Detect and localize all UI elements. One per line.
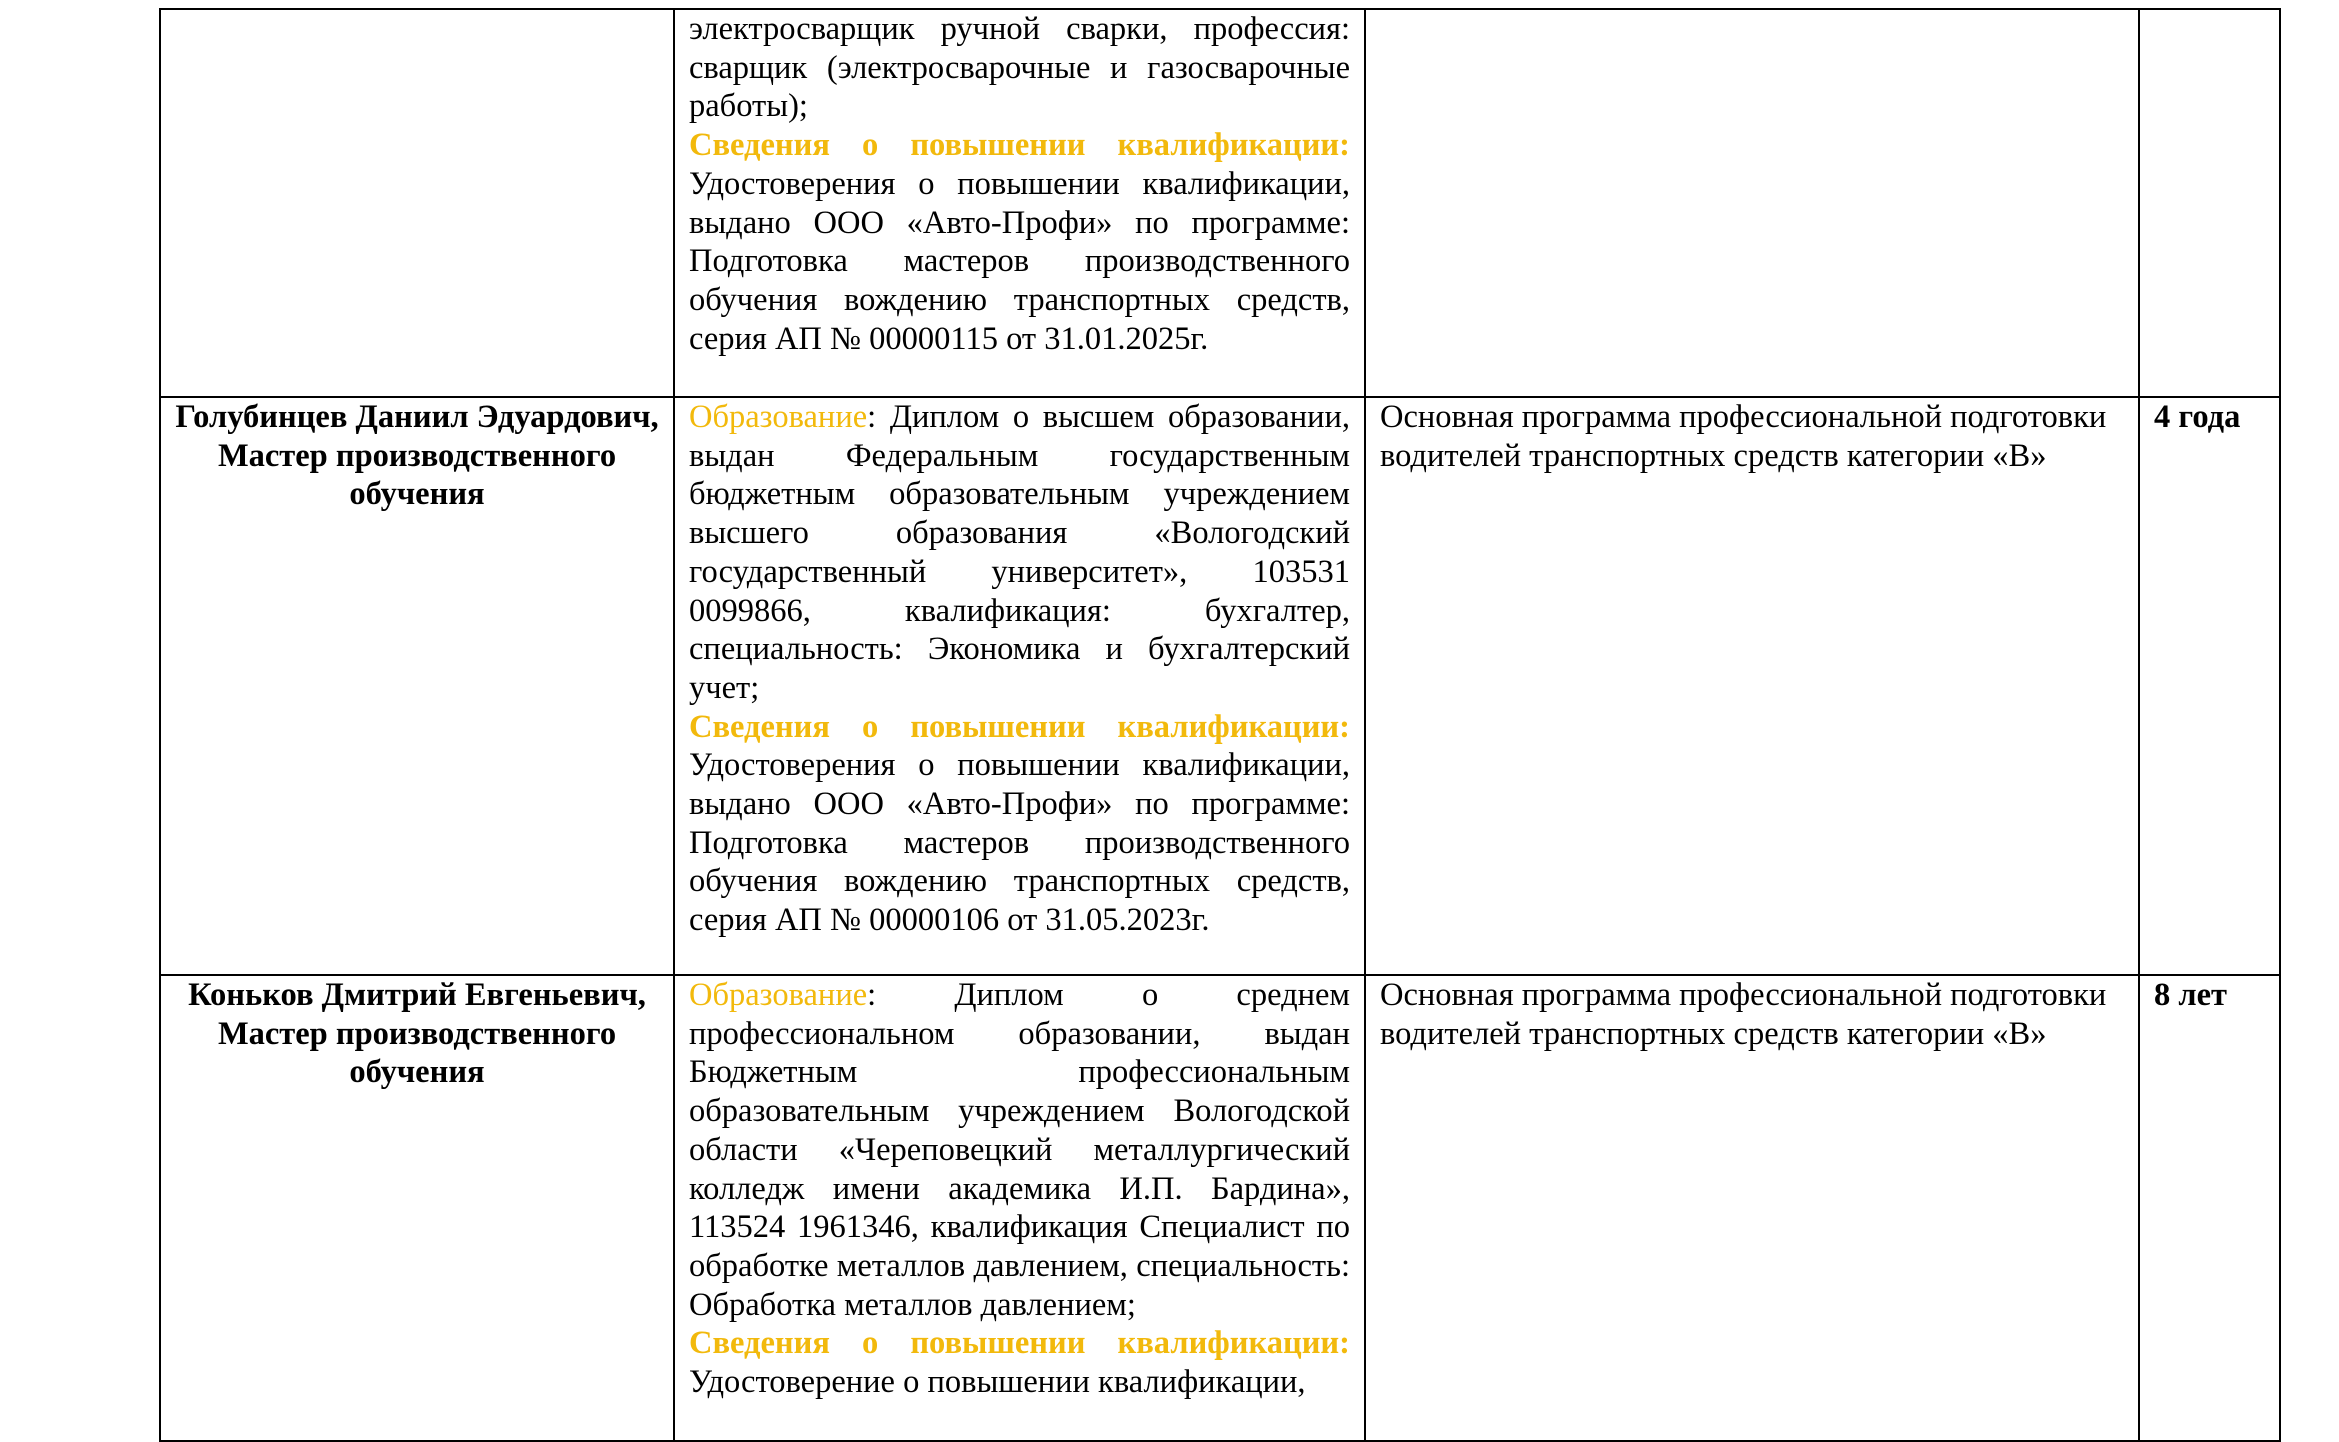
staff-table [159, 8, 2281, 1442]
teacher-name-cell [160, 9, 674, 397]
table-row [160, 9, 2280, 397]
qualification-label: Сведения о повышении квалификации: [689, 127, 1350, 164]
education-label: Образование [689, 977, 868, 1013]
education-text: электросварщик ручной сварки, профессия: сварщик (электросварочные и газосварочные работы); [689, 11, 1350, 125]
program-cell [1365, 397, 2139, 975]
qualification-text: Удостоверения о повышении квалификации, выдано ООО «Авто-Профи» по программе: Подготовка мастеров производственного обучения вождению транспортных средств, серия АП № 00000106 от 31.05.2023г. [689, 747, 1350, 939]
education-text: : Диплом о среднем профессиональном образовании, выдан Бюджетным профессиональным образовательным учреждением Вологодской области «Череповецкий металлургический колледж имени академика И.П. Бардина», 113524 1961346, квалификация Специалист по обработке металлов давлением, специальность: Обработка металлов давлением; [689, 977, 1350, 1323]
education-cell [674, 9, 1365, 397]
qualification-label: Сведения о повышении квалификации: [689, 708, 1350, 745]
program-text: Основная программа профессиональной подготовки водителей транспортных средств категории «В» [1380, 977, 2107, 1052]
education-label: Образование [689, 399, 868, 435]
program-cell [1365, 975, 2139, 1441]
qualification-text: Удостоверение о повышении квалификации, [689, 1364, 1306, 1401]
teacher-name-cell [160, 397, 674, 975]
teacher-name-cell [160, 975, 674, 1441]
experience-cell [2139, 9, 2280, 397]
qualification-text: Удостоверения о повышении квалификации, выдано ООО «Авто-Профи» по программе: Подготовка мастеров производственного обучения вождению транспортных средств, серия АП № 00000115 от 31.01.2025г. [689, 165, 1350, 357]
education-text: : Диплом о высшем образовании, выдан Федеральным государственным бюджетным образовательным учреждением высшего образования «Вологодский государственный университет», 103531 0099866, квалификация: бухгалтер, специальность: Экономика и бухгалтерский учет; [689, 399, 1350, 706]
table-row [160, 975, 2280, 1441]
teacher-name: Коньков Дмитрий Евгеньевич, [188, 977, 646, 1013]
teacher-position: Мастер производственного обучения [217, 1015, 617, 1091]
program-cell [1365, 9, 2139, 397]
education-cell [674, 975, 1365, 1441]
teacher-name: Голубинцев Даниил Эдуардович, [175, 399, 659, 435]
teacher-position: Мастер производственного обучения [217, 437, 617, 513]
education-paragraph [689, 976, 1350, 1324]
experience-cell [2139, 975, 2280, 1441]
qualification-label: Сведения о повышении квалификации: [689, 1325, 1350, 1362]
experience-value: 8 лет [2154, 977, 2227, 1013]
education-paragraph [689, 398, 1350, 708]
education-cell [674, 397, 1365, 975]
table-row [160, 397, 2280, 975]
experience-cell [2139, 397, 2280, 975]
experience-value: 4 года [2154, 399, 2241, 435]
program-text: Основная программа профессиональной подготовки водителей транспортных средств категории «В» [1380, 399, 2107, 474]
